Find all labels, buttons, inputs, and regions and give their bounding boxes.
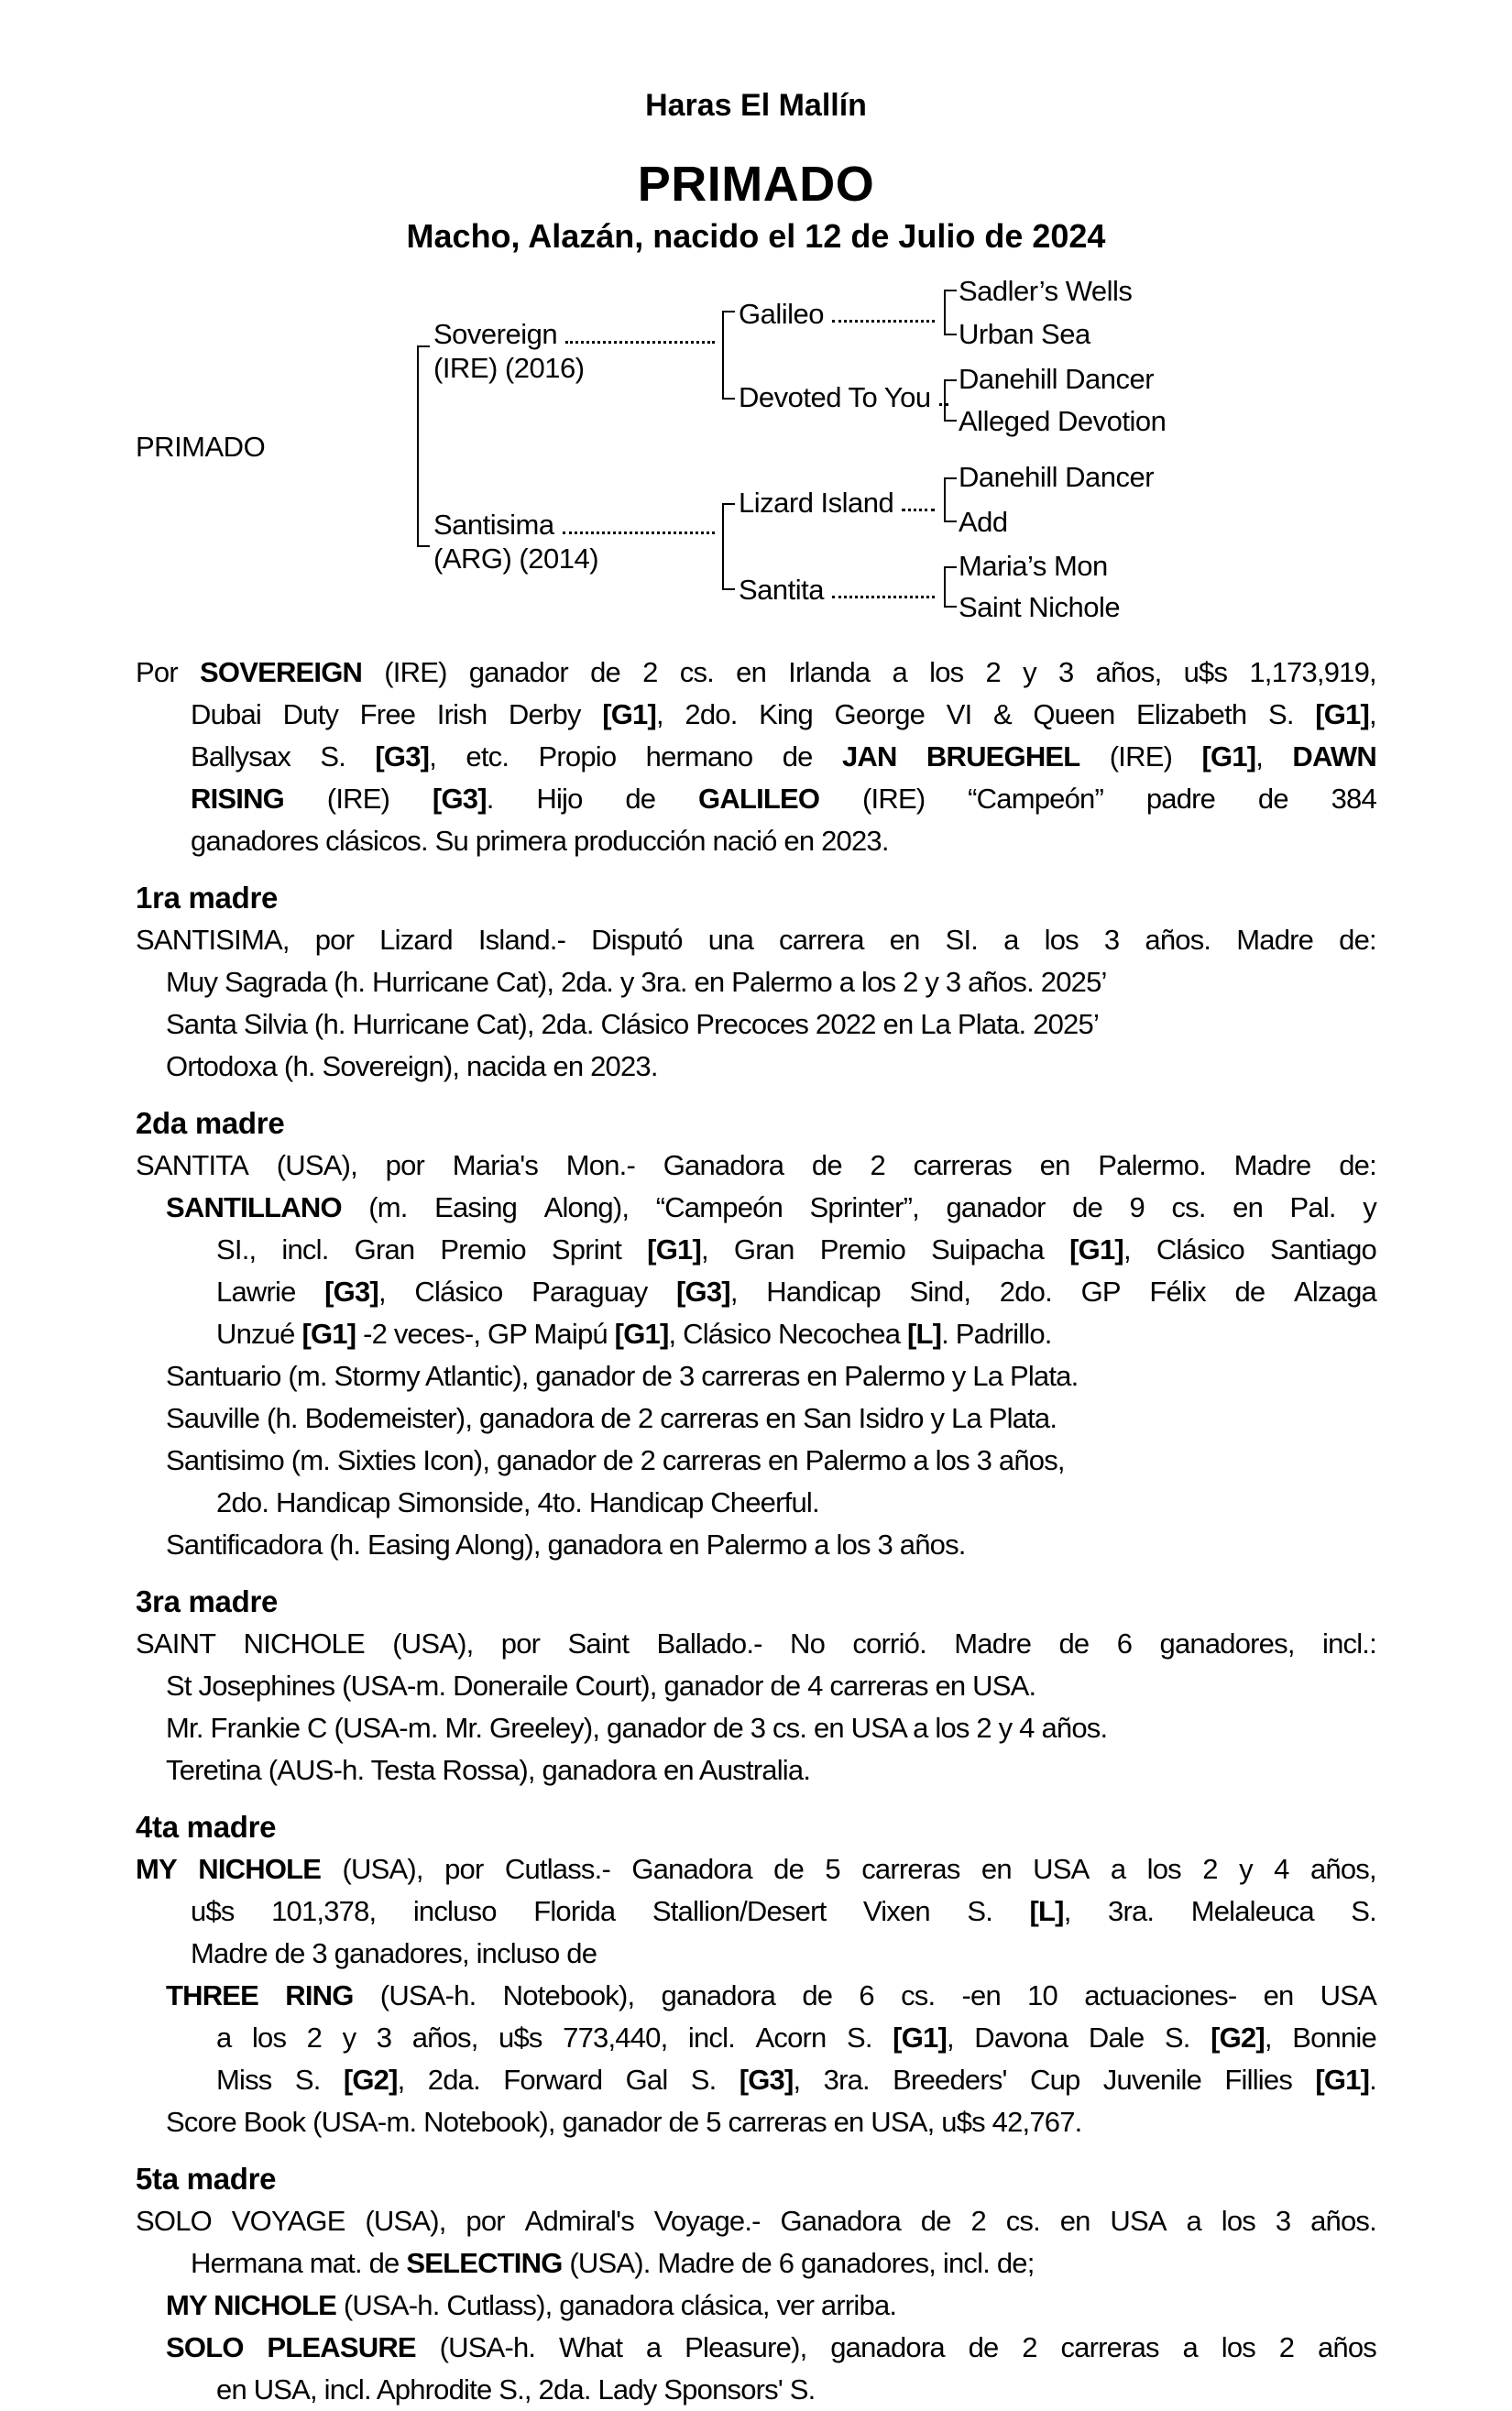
text-line: St Josephines (USA-m. Doneraile Court), ganador de 4 carreras en USA. bbox=[166, 1670, 1036, 1702]
text-line: Dubai Duty Free Irish Derby [G1], 2do. King George VI & Queen Elizabeth S. [G1], bbox=[191, 698, 1376, 730]
text-line: Score Book (USA-m. Notebook), ganador de 5 carreras en USA, u$s 42,767. bbox=[166, 2106, 1082, 2138]
pedigree-bracket-gg bbox=[944, 477, 957, 522]
catalog-text bbox=[136, 652, 1376, 2411]
grandparent-node bbox=[739, 382, 937, 413]
text-line: RISING (IRE) [G3]. Hijo de GALILEO (IRE) “Campeón” padre de 384 bbox=[191, 783, 1376, 815]
pedigree-bracket-sire bbox=[722, 311, 735, 400]
text-line: Hermana mat. de SELECTING (USA). Madre de 6 ganadores, incl. de; bbox=[191, 2247, 1035, 2279]
pedigree-bracket-gg bbox=[944, 566, 957, 608]
text-line: THREE RING (USA-h. Notebook), ganadora de 6 cs. -en 10 actuaciones- en USA bbox=[166, 1979, 1376, 2011]
text-line: MY NICHOLE (USA), por Cutlass.- Ganadora de 5 carreras en USA a los 2 y 4 años, bbox=[136, 1853, 1376, 1885]
grandparent-name: Devoted To You bbox=[739, 381, 931, 413]
text-line: Muy Sagrada (h. Hurricane Cat), 2da. y 3ra. en Palermo a los 2 y 3 años. 2025’ bbox=[166, 966, 1107, 998]
dam-name-row bbox=[433, 509, 717, 542]
sire-name-row bbox=[433, 318, 717, 351]
text-line: Lawrie [G3], Clásico Paraguay [G3], Handicap Sind, 2do. GP Félix de Alzaga bbox=[216, 1276, 1376, 1308]
sire-node bbox=[433, 318, 717, 386]
text-line: SAINT NICHOLE (USA), por Saint Ballado.- No corrió. Madre de 6 ganadores, incl.: bbox=[136, 1627, 1376, 1660]
section-heading: 5ta madre bbox=[136, 2162, 277, 2196]
great-grandparent-name: Saint Nichole bbox=[959, 591, 1121, 623]
text-line: SOLO VOYAGE (USA), por Admiral's Voyage.- Ganadora de 2 cs. en USA a los 3 años. bbox=[136, 2205, 1376, 2237]
text-line: u$s 101,378, incluso Florida Stallion/Desert Vixen S. [L], 3ra. Melaleuca S. bbox=[191, 1895, 1376, 1927]
section-heading: 3ra madre bbox=[136, 1584, 279, 1618]
text-line: SI., incl. Gran Premio Sprint [G1], Gran Premio Suipacha [G1], Clásico Santiago bbox=[216, 1233, 1376, 1266]
farm-name: Haras El Mallín bbox=[645, 88, 867, 123]
grandparent-name: Lizard Island bbox=[739, 487, 894, 519]
text-line: Santificadora (h. Easing Along), ganadora en Palermo a los 3 años. bbox=[166, 1529, 966, 1561]
text-line: Madre de 3 ganadores, incluso de bbox=[191, 1937, 597, 1969]
sire-name: Sovereign bbox=[433, 318, 558, 350]
text-line: en USA, incl. Aphrodite S., 2da. Lady Sponsors' S. bbox=[216, 2373, 816, 2406]
section-heading: 1ra madre bbox=[136, 881, 279, 915]
section-heading: 2da madre bbox=[136, 1106, 285, 1140]
pedigree-tree bbox=[0, 276, 1512, 652]
pedigree-bracket-dam bbox=[722, 503, 735, 590]
dotted-leader bbox=[832, 596, 935, 598]
great-grandparent-name: Add bbox=[959, 506, 1008, 538]
text-line: Santa Silvia (h. Hurricane Cat), 2da. Clásico Precoces 2022 en La Plata. 2025’ bbox=[166, 1008, 1100, 1040]
dam-node bbox=[433, 509, 717, 576]
horse-title: PRIMADO bbox=[637, 157, 875, 212]
text-line: Miss S. [G2], 2da. Forward Gal S. [G3], 3ra. Breeders' Cup Juvenile Fillies [G1]. bbox=[216, 2064, 1376, 2096]
text-line: SOLO PLEASURE (USA-h. What a Pleasure), ganadora de 2 carreras a los 2 años bbox=[166, 2331, 1376, 2363]
text-line: Por SOVEREIGN (IRE) ganador de 2 cs. en Irlanda a los 2 y 3 años, u$s 1,173,919, bbox=[136, 656, 1376, 688]
pedigree-bracket-gen1 bbox=[417, 345, 430, 547]
dotted-leader bbox=[565, 341, 715, 344]
text-line: Sauville (h. Bodemeister), ganadora de 2 carreras en San Isidro y La Plata. bbox=[166, 1402, 1057, 1434]
text-line: ganadores clásicos. Su primera producción nació en 2023. bbox=[191, 825, 889, 857]
text-line: Unzué [G1] -2 veces-, GP Maipú [G1], Clásico Necochea [L]. Padrillo. bbox=[216, 1318, 1052, 1350]
pedigree-bracket-gg bbox=[944, 290, 957, 335]
grandparent-node bbox=[739, 575, 937, 606]
great-grandparent-name: Urban Sea bbox=[959, 318, 1090, 350]
dam-name: Santisima bbox=[433, 509, 554, 541]
dotted-leader bbox=[563, 532, 715, 534]
sire-paragraph bbox=[136, 652, 1376, 862]
great-grandparent-name: Danehill Dancer bbox=[959, 461, 1155, 493]
pedigree-bracket-gg bbox=[944, 379, 957, 422]
subject-name: PRIMADO bbox=[136, 431, 266, 463]
text-line: Ortodoxa (h. Sovereign), nacida en 2023. bbox=[166, 1050, 658, 1082]
text-line: MY NICHOLE (USA-h. Cutlass), ganadora clásica, ver arriba. bbox=[166, 2289, 897, 2321]
dotted-leader bbox=[832, 320, 935, 323]
dam-origin: (ARG) (2014) bbox=[433, 542, 599, 575]
text-line: Santisimo (m. Sixties Icon), ganador de 2 carreras en Palermo a los 3 años, bbox=[166, 1444, 1065, 1476]
text-line: SANTITA (USA), por Maria's Mon.- Ganadora de 2 carreras en Palermo. Madre de: bbox=[136, 1149, 1376, 1181]
horse-subtitle: Macho, Alazán, nacido el 12 de Julio de 2024 bbox=[406, 217, 1106, 255]
great-grandparent-name: Maria’s Mon bbox=[959, 550, 1108, 582]
grandparent-node bbox=[739, 299, 937, 330]
text-line: Santuario (m. Stormy Atlantic), ganador de 3 carreras en Palermo y La Plata. bbox=[166, 1360, 1079, 1392]
text-line: SANTILLANO (m. Easing Along), “Campeón Sprinter”, ganador de 9 cs. en Pal. y bbox=[166, 1191, 1376, 1223]
sire-origin: (IRE) (2016) bbox=[433, 352, 585, 384]
grandparent-name: Galileo bbox=[739, 298, 824, 330]
text-line: Teretina (AUS-h. Testa Rossa), ganadora en Australia. bbox=[166, 1754, 811, 1786]
dotted-leader bbox=[902, 509, 935, 511]
great-grandparent-name: Danehill Dancer bbox=[959, 363, 1155, 395]
section-heading: 4ta madre bbox=[136, 1810, 277, 1844]
text-line: 2do. Handicap Simonside, 4to. Handicap Cheerful. bbox=[216, 1486, 819, 1518]
great-grandparent-name: Sadler’s Wells bbox=[959, 275, 1133, 307]
great-grandparent-name: Alleged Devotion bbox=[959, 405, 1167, 437]
text-line: Mr. Frankie C (USA-m. Mr. Greeley), ganador de 3 cs. en USA a los 2 y 4 años. bbox=[166, 1712, 1108, 1744]
grandparent-node bbox=[739, 488, 937, 519]
grandparent-name: Santita bbox=[739, 574, 825, 606]
text-line: Ballysax S. [G3], etc. Propio hermano de JAN BRUEGHEL (IRE) [G1], DAWN bbox=[191, 740, 1376, 773]
text-line: a los 2 y 3 años, u$s 773,440, incl. Acorn S. [G1], Davona Dale S. [G2], Bonnie bbox=[216, 2022, 1376, 2054]
text-line: SANTISIMA, por Lizard Island.- Disputó una carrera en SI. a los 3 años. Madre de: bbox=[136, 924, 1376, 956]
dam-sections bbox=[136, 877, 1376, 2411]
